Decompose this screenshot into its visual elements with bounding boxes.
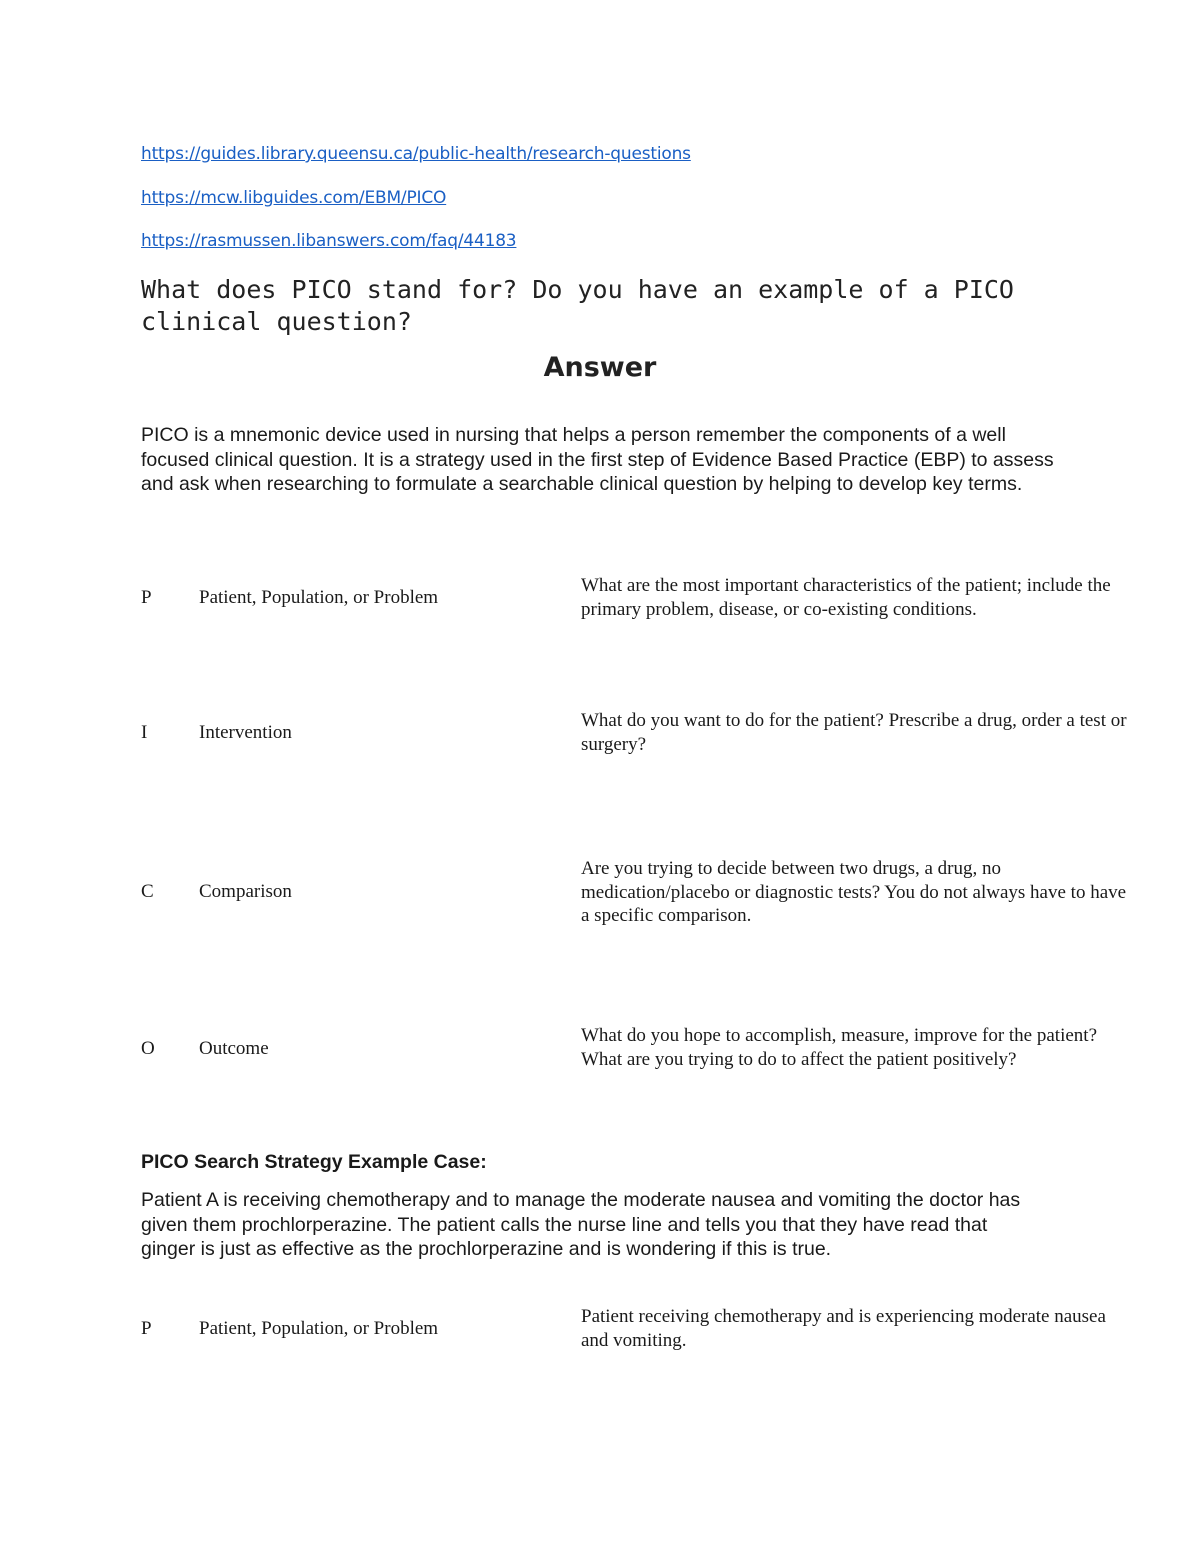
pico-term: Intervention [199,722,292,743]
link-queensu[interactable]: https://guides.library.queensu.ca/public-health/research-questions [141,144,691,164]
pico-description: Are you trying to decide between two drugs, a drug, no medication/placebo or diagnostic tests? You do not always have to have a specific comparison. [581,858,1127,926]
example-description: Patient receiving chemotherapy and is experiencing moderate nausea and vomiting. [581,1306,1106,1351]
pico-letter: I [141,722,148,743]
example-letter: P [141,1318,152,1339]
pico-term: Outcome [199,1038,269,1059]
intro-paragraph: PICO is a mnemonic device used in nursing that helps a person remember the components of a well focused clinical question. It is a strategy used in the first step of Evidence Based Practice (EBP) to assess and ask when researching to formulate a searchable clinical question by helping to develop key terms. [141,424,1054,495]
example-term: Patient, Population, or Problem [199,1318,439,1339]
question-heading: What does PICO stand for? Do you have an example of a PICO clinical question? [141,275,1014,336]
pico-term: Comparison [199,881,292,902]
pico-description: What do you hope to accomplish, measure, improve for the patient? What are you trying to do to affect the patient positively? [581,1025,1098,1070]
link-rasmussen[interactable]: https://rasmussen.libanswers.com/faq/44183 [141,231,517,251]
example-case-title: PICO Search Strategy Example Case: [141,1151,487,1173]
pico-letter: O [141,1038,155,1059]
pico-description: What do you want to do for the patient? Prescribe a drug, order a test or surgery? [581,710,1127,755]
example-case-paragraph: Patient A is receiving chemotherapy and to manage the moderate nausea and vomiting the doctor has given them prochlorperazine. The patient calls the nurse line and tells you that they have read that ginger is just as effective as the prochlorperazine and is wondering if this is true. [141,1189,1021,1260]
pico-term: Patient, Population, or Problem [199,587,439,608]
pico-letter: P [141,587,152,608]
pico-letter: C [141,881,154,902]
link-mcw[interactable]: https://mcw.libguides.com/EBM/PICO [141,188,447,208]
pico-description: What are the most important characteristics of the patient; include the primary problem, disease, or co-existing conditions. [581,575,1111,620]
answer-heading: Answer [543,352,657,383]
